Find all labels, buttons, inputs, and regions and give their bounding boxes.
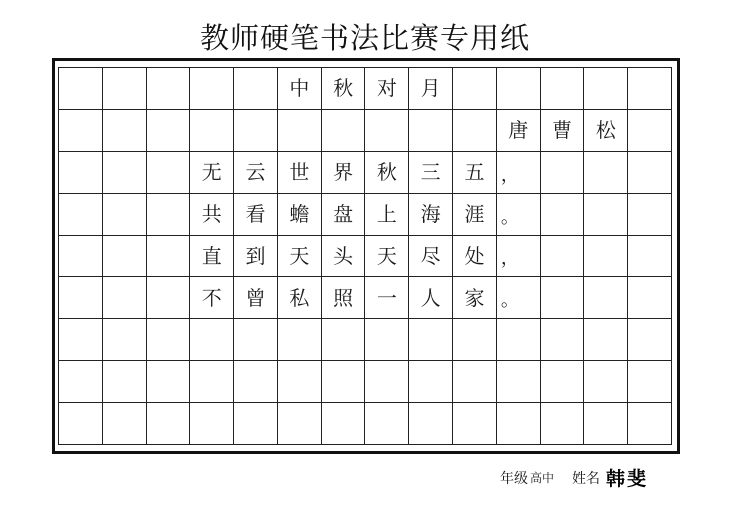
grid-cell: 云 [234, 152, 278, 194]
grid-cell [322, 319, 366, 361]
grid-cell [541, 277, 585, 319]
grid-cell [497, 68, 541, 110]
grid-cell [103, 194, 147, 236]
grid-cell [628, 68, 672, 110]
grid-cell [103, 361, 147, 403]
grid-cell: 盘 [322, 194, 366, 236]
grid-cell [278, 361, 322, 403]
grid-cell [278, 403, 322, 445]
footer [500, 464, 648, 488]
grid-cell: 天 [365, 236, 409, 278]
grid-cell [409, 403, 453, 445]
grid-cell [365, 361, 409, 403]
grid-cell [322, 403, 366, 445]
grid-cell: 不 [190, 277, 234, 319]
grid-cell [278, 110, 322, 152]
grid-cell [147, 68, 191, 110]
grid-cell [103, 319, 147, 361]
name-signature: 韩斐 [606, 468, 649, 490]
grid-cell: 。 [497, 277, 541, 319]
grid-cell: 五 [453, 152, 497, 194]
writing-grid [58, 67, 672, 445]
grid-cell [584, 361, 628, 403]
grid-cell [628, 319, 672, 361]
grid-cell [365, 319, 409, 361]
grid-cell: 唐 [497, 110, 541, 152]
grid-cell [541, 403, 585, 445]
grid-cell [584, 319, 628, 361]
grid-cell: 海 [409, 194, 453, 236]
grid-cell [497, 361, 541, 403]
grid-cell: 尽 [409, 236, 453, 278]
grid-cell: 处 [453, 236, 497, 278]
grid-cell [628, 403, 672, 445]
grid-cell: 一 [365, 277, 409, 319]
grid-cell: 界 [322, 152, 366, 194]
grid-cell: 月 [409, 68, 453, 110]
grid-cell [278, 319, 322, 361]
grid-cell [59, 403, 103, 445]
grid-cell: 共 [190, 194, 234, 236]
grid-cell [147, 319, 191, 361]
grid-cell [453, 68, 497, 110]
grid-cell [59, 319, 103, 361]
grid-cell [541, 361, 585, 403]
grid-cell: 世 [278, 152, 322, 194]
grid-cell: 天 [278, 236, 322, 278]
grid-cell: 曾 [234, 277, 278, 319]
grid-cell: 上 [365, 194, 409, 236]
grid-cell [234, 110, 278, 152]
grid-cell [628, 110, 672, 152]
grid-cell [103, 236, 147, 278]
grid-cell [628, 361, 672, 403]
grid-cell [628, 277, 672, 319]
page-title: 教师硬笔书法比赛专用纸 [199, 21, 530, 55]
grid-cell [584, 277, 628, 319]
grid-cell: 秋 [365, 152, 409, 194]
grid-cell [59, 68, 103, 110]
grid-cell [234, 361, 278, 403]
grid-cell: 到 [234, 236, 278, 278]
grid-cell: 私 [278, 277, 322, 319]
grid-cell [584, 152, 628, 194]
grid-cell: 无 [190, 152, 234, 194]
grid-cell [190, 110, 234, 152]
grid-cell [497, 403, 541, 445]
grid-cell [409, 319, 453, 361]
grid-cell [103, 110, 147, 152]
grid-cell [234, 68, 278, 110]
grid-cell [103, 68, 147, 110]
grid-cell [234, 403, 278, 445]
grid-cell [541, 236, 585, 278]
grid-cell: 涯 [453, 194, 497, 236]
grid-cell [59, 236, 103, 278]
grid-cell: 对 [365, 68, 409, 110]
grid-cell [453, 403, 497, 445]
grid-cell [453, 319, 497, 361]
grid-cell [147, 361, 191, 403]
grid-cell [322, 361, 366, 403]
name-label: 姓名 [572, 470, 601, 487]
grid-cell: 家 [453, 277, 497, 319]
grid-cell: 松 [584, 110, 628, 152]
grid-cell [628, 236, 672, 278]
grid-cell [147, 277, 191, 319]
grid-cell: 头 [322, 236, 366, 278]
grid-cell [584, 403, 628, 445]
grid-cell [147, 236, 191, 278]
grid-cell [453, 361, 497, 403]
grid-cell [59, 152, 103, 194]
grid-cell: 曹 [541, 110, 585, 152]
grid-cell: 照 [322, 277, 366, 319]
grid-cell [584, 68, 628, 110]
grid-cell: 人 [409, 277, 453, 319]
grid-cell [59, 277, 103, 319]
grid-cell [541, 68, 585, 110]
grid-cell [628, 194, 672, 236]
grid-cell [322, 110, 366, 152]
grid-cell: 看 [234, 194, 278, 236]
grid-cell: ， [497, 152, 541, 194]
grid-cell [190, 403, 234, 445]
grid-cell [365, 110, 409, 152]
grid-cell [59, 194, 103, 236]
grid-cell [365, 403, 409, 445]
grid-cell [541, 319, 585, 361]
grid-cell [103, 277, 147, 319]
grid-cell [59, 361, 103, 403]
grid-cell [541, 152, 585, 194]
grid-cell [497, 319, 541, 361]
grid-cell [190, 319, 234, 361]
grid-cell [190, 68, 234, 110]
grid-cell: 蟾 [278, 194, 322, 236]
grid-cell: 直 [190, 236, 234, 278]
grid-cell [103, 403, 147, 445]
grid-cell: 中 [278, 68, 322, 110]
grid-cell [147, 110, 191, 152]
grid-cell [409, 110, 453, 152]
grid-cell [628, 152, 672, 194]
grid-cell [409, 361, 453, 403]
grid-cell [584, 194, 628, 236]
grid-cell: 。 [497, 194, 541, 236]
grid-cell [147, 152, 191, 194]
grid-cell [584, 236, 628, 278]
grid-cell [147, 194, 191, 236]
grid-cell [453, 110, 497, 152]
grade-value: 高中 [530, 471, 555, 485]
grid-cell [147, 403, 191, 445]
grid-cell: ， [497, 236, 541, 278]
grid-cell [234, 319, 278, 361]
grade-label: 年级 [500, 470, 528, 487]
grid-cell [59, 110, 103, 152]
grid-cell: 秋 [322, 68, 366, 110]
grid-cell [190, 361, 234, 403]
grid-cell: 三 [409, 152, 453, 194]
grid-cell [541, 194, 585, 236]
grid-cell [103, 152, 147, 194]
